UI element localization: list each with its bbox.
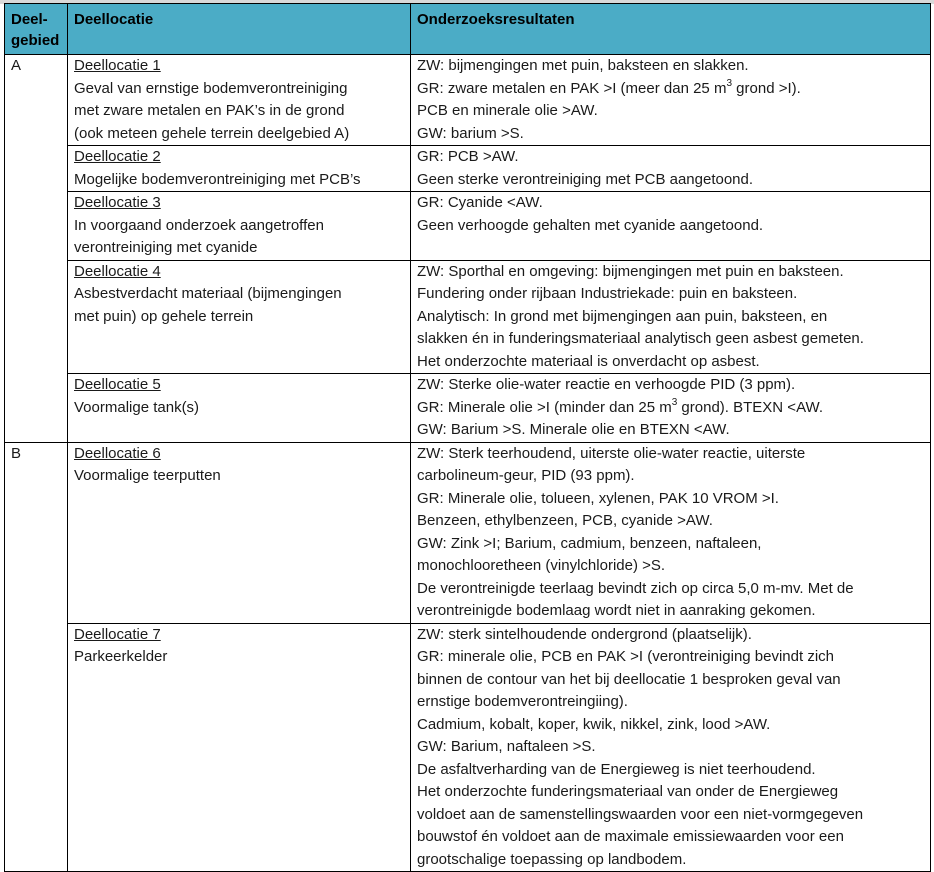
onderzoeksresultaten-cell [411,192,931,261]
results-table [4,3,931,872]
deellocatie-cell [68,623,411,872]
result-line: binnen de contour van het bij deellocatie 1 besproken geval van [417,670,841,688]
table-row [5,260,931,374]
result-line: monochlooretheen (vinylchloride) >S. [417,557,666,574]
deellocatie-description-line: Mogelijke bodemverontreiniging met PCB’s [74,170,361,188]
superscript: 3 [726,77,733,89]
result-line: Analytisch: In grond met bijmengingen aan puin, baksteen, en [417,307,828,325]
deellocatie-description-line: met puin) op gehele terrein [74,307,254,325]
onderzoeksresultaten-cell [411,55,931,146]
deellocatie-description-line: In voorgaand onderzoek aangetroffen [74,216,324,234]
deellocatie-cell [68,146,411,192]
table-row [5,55,931,146]
deellocatie-cell [68,442,411,623]
deellocatie-title: Deellocatie 7 [74,625,161,643]
result-line: Geen verhoogde gehalten met cyanide aangetoond. [417,216,764,234]
table-row [5,146,931,192]
result-line: ernstige bodemverontreingiing). [417,693,628,710]
result-line: ZW: Sterke olie-water reactie en verhoogde PID (3 ppm). [417,376,796,393]
header-deelgebied-line1: Deel- [11,11,48,28]
deellocatie-description-line: verontreiniging met cyanide [74,239,258,256]
onderzoeksresultaten-cell [411,623,931,872]
result-line: Het onderzochte materiaal is onverdacht op asbest. [417,352,760,370]
result-line: bouwstof én voldoet aan de maximale emissiewaarden voor een [417,828,844,845]
deellocatie-description-line: (ook meteen gehele terrein deelgebied A) [74,124,350,142]
deellocatie-title: Deellocatie 3 [74,194,161,211]
deellocatie-description-line: Voormalige teerputten [74,467,221,484]
result-line: ZW: sterk sintelhoudende ondergrond (plaatselijk). [417,625,752,643]
result-line: GR: Minerale olie, tolueen, xylenen, PAK 10 VROM >I. [417,489,779,507]
header-deelgebied-line2: gebied [11,32,60,49]
onderzoeksresultaten-cell [411,260,931,374]
table-row [5,442,931,623]
result-line: GR: Cyanide <AW. [417,194,543,211]
result-line: Geen sterke verontreiniging met PCB aangetoond. [417,170,754,188]
deellocatie-description-line: Parkeerkelder [74,648,168,665]
deellocatie-title: Deellocatie 2 [74,148,161,165]
onderzoeksresultaten-cell [411,442,931,623]
result-line: GW: Barium >S. Minerale olie en BTEXN <AW. [417,421,730,438]
deellocatie-title: Deellocatie 5 [74,376,161,393]
result-line: Fundering onder rijbaan Industriekade: puin en baksteen. [417,285,798,302]
result-line: GR: PCB >AW. [417,148,519,165]
result-line: GW: Barium, naftaleen >S. [417,738,596,755]
table-row [5,623,931,872]
result-text: grond >I). [732,79,801,97]
header-deellocatie: Deellocatie [68,4,411,55]
deellocatie-description-line: met zware metalen en PAK’s in de grond [74,102,345,119]
onderzoeksresultaten-cell [411,374,931,443]
result-line: PCB en minerale olie >AW. [417,102,598,119]
result-line: voldoet aan de samenstellingswaarden voor een niet-vormgegeven [417,805,864,823]
table-row [5,192,931,261]
table-header-row [5,4,931,55]
deellocatie-cell [68,260,411,374]
result-line: ZW: Sporthal en omgeving: bijmengingen met puin en baksteen. [417,262,844,280]
result-line: carbolineum-geur, PID (93 ppm). [417,467,635,484]
deellocatie-description-line: Voormalige tank(s) [74,398,200,416]
result-line: ZW: bijmengingen met puin, baksteen en slakken. [417,57,749,74]
result-line: GW: Zink >I; Barium, cadmium, benzeen, naftaleen, [417,534,762,552]
result-line: Het onderzochte funderingsmateriaal van onder de Energieweg [417,783,839,800]
deellocatie-description-line: Geval van ernstige bodemverontreiniging [74,79,348,97]
result-line: ZW: Sterk teerhoudend, uiterste olie-water reactie, uiterste [417,444,806,462]
result-line: Benzeen, ethylbenzeen, PCB, cyanide >AW. [417,512,713,529]
result-line: De asfaltverharding van de Energieweg is niet teerhoudend. [417,760,816,778]
result-line: grootschalige toepassing op landbodem. [417,850,687,868]
deellocatie-description-line: Asbestverdacht materiaal (bijmengingen [74,285,342,302]
header-deelgebied [5,4,68,55]
deelgebied-cell: B [5,442,68,872]
superscript: 3 [671,396,678,408]
result-line: De verontreinigde teerlaag bevindt zich op circa 5,0 m-mv. Met de [417,579,854,597]
header-onderzoeksresultaten: Onderzoeksresultaten [411,4,931,55]
deellocatie-title: Deellocatie 4 [74,262,161,280]
result-text: GR: zware metalen en PAK >I (meer dan 25 m [417,79,727,97]
deellocatie-cell [68,55,411,146]
deellocatie-title: Deellocatie 1 [74,57,161,74]
deellocatie-cell [68,192,411,261]
result-line: Cadmium, kobalt, koper, kwik, nikkel, zink, lood >AW. [417,715,771,733]
deellocatie-cell [68,374,411,443]
deelgebied-cell: A [5,55,68,443]
result-line: slakken én in funderingsmateriaal analytisch geen asbest gemeten. [417,330,864,347]
result-line [417,397,924,420]
result-text: GR: Minerale olie >I (minder dan 25 m [417,398,672,416]
result-text: grond). BTEXN <AW. [677,398,824,416]
result-line [417,78,924,101]
result-line: verontreinigde bodemlaag wordt niet in aanraking gekomen. [417,602,816,619]
result-line: GR: minerale olie, PCB en PAK >I (verontreiniging bevindt zich [417,648,835,665]
table-row [5,374,931,443]
result-line: GW: barium >S. [417,124,524,142]
deellocatie-title: Deellocatie 6 [74,444,161,462]
onderzoeksresultaten-cell [411,146,931,192]
